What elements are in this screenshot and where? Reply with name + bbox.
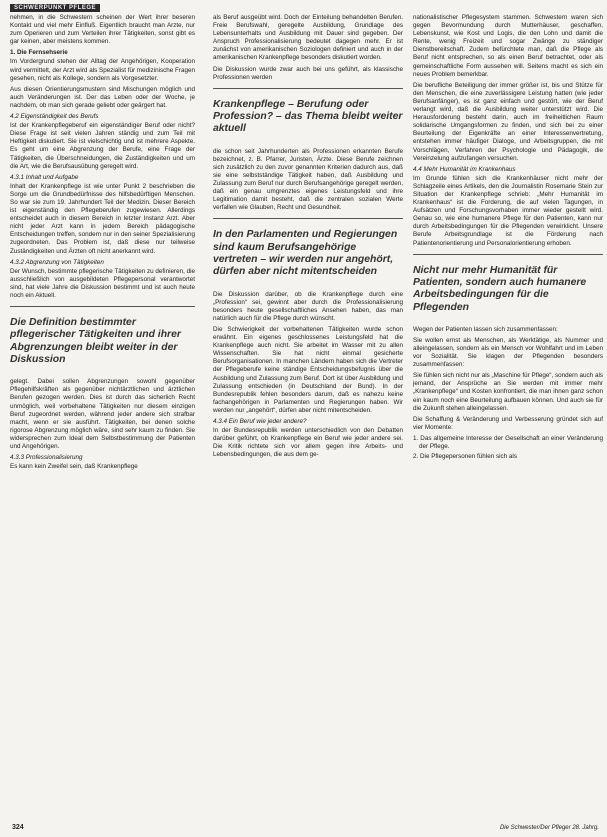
pull-quote: In den Parlamenten und Regierungen sind kaum Berufsangehörige vertreten – wir werden nur angehört, dürfen aber nicht mitentscheiden [213, 229, 398, 278]
paragraph: Die berufliche Beteiligung der immer größer ist, bis und Stütze für den Menschen, die eine zuverlässigere Leistung hatten (wie jeder Berufsanfänger), es ist ganz einfach und gestört, wie der Beruf verlangt wird, daß die Ausbildung weiter unterstützt wird. Die Herausforderung besteht darin, auch im freiheitlichen Raum solidarische Umgangsformen zu finden, und sich bei zu einer Beurteilung der Eigenkräfte an einer Interessenvertretung, entstehen immer häufiger Dialoge, und Arbeitsgruppen, die mit Vorschlägen, Verfahren der Psychologie und Pädagogik, die Vereinzelung aufzufangen versuchen. [413, 81, 603, 162]
subsection-heading: 4.3.2 Abgrenzung von Tätigkeiten [10, 258, 104, 266]
callout-rule [10, 306, 195, 307]
pull-quote: Nicht nur mehr Humanität für Patienten, sondern auch humanere Arbeitsbedingungen für die Pflegenden [413, 264, 587, 313]
paragraph: In der Bundesrepublik werden unterschiedlich von den Debatten darüber geführt, ob Krankenpflege ein Beruf wie jeder andere sei. Die Kritik richtete sich vor allem gegen ihre Arbeits- und Lebensbedingungen, die aus dem ge- [213, 427, 403, 459]
list-item: 1. Das allgemeine Interesse der Gesellschaft an einer Veränderung der Pflege. [413, 434, 603, 451]
subsection-heading: 4.3.4 Ein Beruf wie jeder andere? [213, 417, 307, 425]
paragraph: Die Schaffung & Veränderung und Verbesserung gründet sich auf vier Momente: [413, 415, 603, 431]
paragraph: Die Diskussion wurde zwar auch bei uns geführt, als klassische Professionen werden [213, 65, 403, 81]
paragraph: Im Vordergrund stehen der Alltag der Angehörigen, Kooperation wird vermittelt, der Arzt wird als Spezialist für medizinische Fragen gesehen, nicht als Kollege, sondern als Vorgesetzter. [10, 58, 195, 82]
paragraph: Sie wollen ernst als Menschen, als Werktätige, als Nummer und alleingelassen, sondern als ein Mensch vor Wohlfahrt und im Leben vor Sozialität. Sie klagen der Pflegenden besonders zusammenfassen: [413, 336, 603, 369]
paragraph: Der Wunsch, bestimmte pflegerische Tätigkeiten zu definieren, die ausschließlich von ausgebildeten Pflegepersonal verantwortet sind, hat viele Jahre die Diskussion bestimmt und ist auch heute noch ein Aktuell. [10, 267, 195, 299]
paragraph: die schon seit Jahrhunderten als Professionen erkannten Berufe bezeichnet, z. B. Pfarrer, Juristen, Ärzte. Diese Berufe zeichnen sich zusätzlich zu den zuvor genannten Kriterien dadurch aus, daß sie eine selbstständige Tätigkeit haben, daß Ausbildung und Zulassung zum Beruf nur durch Berufsangehörige geregelt werden, daß ein genau umgrenztes eigenes Leistungsfeld und ihre Legitimation damit besteht, daß die zentralen sozialen Werte verfallen wie Glauben, Recht und Gesundheit. [213, 147, 403, 212]
section-rubric: SCHWERPUNKT PFLEGE [10, 4, 100, 12]
callout-rule [213, 88, 403, 89]
pull-quote: Krankenpflege – Berufung oder Profession? – das Thema bleibt weiter aktuell [213, 98, 403, 135]
subsection-heading: 4.4 Mehr Humanität im Krankenhaus [413, 165, 516, 173]
paragraph: Ist der Krankenpflegeberuf ein eigenständiger Beruf oder nicht? Diese Frage ist seit vielen Jahren ständig und zum Teil mit Heftigkeit diskutiert. Sie ist vielschichtig und ist mehrere Aspekte. Es geht um eine Abgrenzung der Berufe, eine Frage der Tätigkeiten, die Überschneidungen, die Zuständigkeiten und um die Art, wie die Berufsausübung geregelt wird. [10, 122, 195, 170]
paragraph: nationalistischer Pflegesystem stammen. Schwestern waren sich gegen Bevormundung durch Mutterhäuser, geschaffen, Lebenskunst, wie Kost und Logis, die den Lohn und damit die Rente, wenig Freizeit und sogar Zwänge zu ständiger Dienstbereitschaft. Zudem befürchtete man, daß die Pflege als Beruf nicht entsprechen, so als einen Beruf betrachtet, oder als gemeinschaftliche Form aussehen will. Seitens macht es sich ein neues Problem bemerkbar. [413, 14, 603, 78]
paragraph: Im Grunde fühlen sich die Krankenhäuser nicht mehr der Schlagzeile eines Artikels, den die Journalistin Rosemarie Stein zur Situation der Krankenpflege schrieb: „Mehr Humanität im Krankenhaus“ ist die Forderung, die auf vielen Tagungen, in Aufsätzen und Forschungsvorhaben immer wieder gestellt wird. Genau so, wie eine humanere Pflege für den Patienten, kann nur durch Arbeitsbedingungen für die Pflegenden verwirklicht. Unsere Berufe Arbeitsgrundlage ist die Förderung nach Patientenorientierung und Personalorientierung erhoben. [413, 174, 603, 247]
subsection-heading: 4.3.1 Inhalt und Aufgabe [10, 173, 79, 181]
section-heading: 1. Die Fernsehserie [10, 49, 68, 57]
callout-rule [213, 218, 403, 219]
subsection-heading: 4.2 Eigenständigkeit des Berufs [10, 113, 99, 121]
column-3 [413, 14, 603, 814]
list-item: 2. Die Pflegepersonen fühlen sich als [413, 453, 517, 461]
paragraph: Wegen der Patienten lassen sich zusammenfassen: [413, 325, 558, 333]
column-1 [10, 14, 195, 814]
paragraph: Sie fühlen sich nicht nur als „Maschine für Pflege“, sondern auch als jemand, der Ansprüche an Sie werden mit immer mehr „Krankenpflege“ und Kosten konfrontiert, die man ihnen ganz schon ein kaum noch eine Beurteilung aufbauen können. Und auch sie für die Zukunft stehen alleingelassen. [413, 372, 603, 412]
paragraph: Die Diskussion darüber, ob die Krankenpflege durch eine „Profession“ sei, gewinnt aber durch die Professionalisierung besonders heute gesellschaftliches Ansehen haben, das man natürlich auch für die Pflege durch wünscht. [213, 290, 403, 322]
page-footer: Die Schwester/Der Pfleger 28. Jahrg. [499, 825, 599, 831]
paragraph: als Beruf ausgeübt wird. Doch der Einteilung behandelten Berufen. Freie Berufswahl, geregelte Ausbildung, Grundlage des Lebensunterhalts und Ausbildung mit Dauer sind gegeben. Der Anspruch Professionalisierung bedeutet dagegen mehr. Er ist zunächst von amerikanischen Soziologen definiert und auch in der amerikanischen Krankenpflege besonders diskutiert worden. [213, 14, 403, 62]
subsection-heading: 4.3.3 Professionalisierung [10, 454, 83, 462]
paragraph: Die Schwierigkeit der vorbehaltenen Tätigkeiten wurde schon erwähnt. Ein eigenes geschlossenes Leistungsfeld hat die Krankenpflege auch nicht. Sie arbeitet im Wasser mit zu allen Wissenschaften. Sie hat nicht einmal gesicherte Berufsorganisationen. In manchen Ländern haben sich die Vertreter der Pflegeberufe keine ständige Entscheidungsbefugnis über die Ausbildung und Zulassung zum Beruf. Dort ist über Ausbildung und Zulassung entschieden (in Deutschland der Bund). In der Bundesrepublik fehlen besonders darum, daß es nahezu keine fachangehörigen in Parlamenten und Regierungen haben. Wir werden nur „angehört“, dürfen aber nicht mitentscheiden. [213, 325, 403, 414]
paragraph: Inhalt der Krankenpflege ist wie unter Punkt 2 beschrieben die Sorge um die Grundbedürfnisse des hilfsbedürftigen Menschen. So war sie zum 19. Jahrhundert Teil der Medizin. Dieser Bereich ist eigenständig den Pflegeberufen zugewiesen. Allerdings entscheidet auch in diesem Bereich in letzter Instanz Arzt. Aber nicht jeder Arzt kann in jedem Bereich pädagogische Entscheidungen treffen, sondern nur in den seiner Spezialisierung zugeordneten. Das Problem ist, daß diese nur teilweise Zuständigkeiten und Ärzten oft nicht anerkannt wird. [10, 182, 195, 255]
pull-quote: Die Definition bestimmter pflegerischer Tätigkeiten und ihrer Abgrenzungen bleibt weiter in der Diskussion [10, 317, 181, 365]
paragraph: Es kann kein Zweifel sein, daß Krankenpflege [10, 463, 138, 471]
paragraph: gelegt. Dabei sollen Abgrenzungen sowohl gegenüber Pflegehilfskräften als gegenüber nichtärztlichen und ärztlichen Berufen gezogen werden. Dies ist durch das sicherlich Recht unmöglich, weil vorbehaltene Tätigkeiten nur diesem einzigen Beruf zugeordnet werden, während jeder andere sich strafbar macht, wenn er sie ausführt. Tätigkeiten, bei denen solche rigorose Abgrenzung möglich wäre, sind sehr kaum zu finden. Sie widersprechen zum Ideal dem Selbstbestimmung der Patienten und Angehörigen. [10, 378, 195, 451]
paragraph: nehmen, in die Schwestern scheinen der Wert ihrer beseren Kontakt und viel mehr Einfluß. Eigentlich braucht man Arzte, nur zum Operieren und zum Verteilen ihrer Tätigkeiten, sonst gibt es gar keinen, aber meistens kommen. [10, 14, 195, 46]
column-2 [213, 14, 403, 814]
page-number: 324 [12, 824, 24, 831]
paragraph: Aus diesen Orientierungsmustern sind Mischungen möglich und auch Veränderungen ist. Der das Leben oder der Woche, je nachdem, ob man sich gerade geliebt oder geärgert hat. [10, 85, 195, 109]
callout-rule [413, 254, 603, 255]
